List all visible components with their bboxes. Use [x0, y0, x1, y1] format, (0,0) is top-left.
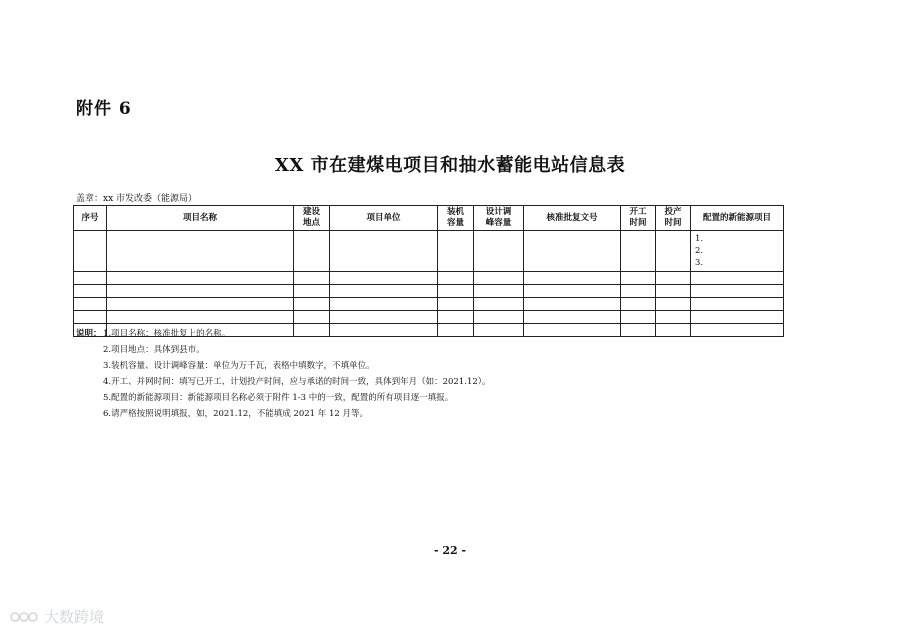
table-cell[interactable]	[524, 231, 621, 272]
table-cell[interactable]	[438, 298, 474, 311]
table-row	[74, 272, 784, 285]
table-cell[interactable]	[438, 285, 474, 298]
table-row	[74, 311, 784, 324]
header-cell: 建设 地点	[294, 206, 330, 231]
watermark-logo-icon	[10, 608, 42, 626]
table-cell[interactable]	[74, 285, 107, 298]
header-cell: 核准批复文号	[524, 206, 621, 231]
note-item: 1.项目名称：核准批复上的名称。	[103, 329, 231, 339]
table-cell[interactable]	[621, 311, 656, 324]
attachment-label: 附件 6	[76, 99, 132, 119]
note-item: 4.开工、并网时间：填写已开工、计划投产时间，应与承诺的时间一致，具体到年月（如：2021.12）。	[103, 377, 491, 387]
new-energy-list-cell[interactable]	[691, 231, 784, 272]
notes-label: 说明：	[76, 329, 102, 339]
table-cell[interactable]	[74, 272, 107, 285]
table-row	[74, 298, 784, 311]
table-cell[interactable]	[524, 324, 621, 337]
header-cell: 配置的新能源项目	[691, 206, 784, 231]
notes-section	[76, 326, 491, 422]
table-cell[interactable]	[691, 324, 784, 337]
table-cell[interactable]	[656, 324, 691, 337]
table-row	[74, 285, 784, 298]
table-cell[interactable]	[294, 231, 330, 272]
table-cell[interactable]	[621, 272, 656, 285]
table-cell[interactable]	[656, 311, 691, 324]
note-item: 3.装机容量、设计调峰容量：单位为万千瓦，表格中填数字，不填单位。	[103, 361, 375, 371]
table-cell[interactable]	[524, 298, 621, 311]
list-item: 3.	[695, 258, 704, 268]
table-cell[interactable]	[474, 311, 524, 324]
table-cell[interactable]	[691, 298, 784, 311]
document-title: XX 市在建煤电项目和抽水蓄能电站信息表	[274, 155, 626, 176]
note-item: 6.请严格按照说明填报，如，2021.12，不能填成 2021 年 12 月等。	[103, 409, 369, 419]
table-cell[interactable]	[438, 272, 474, 285]
header-cell: 项目单位	[330, 206, 438, 231]
table-cell[interactable]	[107, 272, 294, 285]
page-number: - 22 -	[433, 544, 467, 557]
stamp-line: 盖章：xx 市发改委（能源局）	[76, 194, 198, 204]
note-item: 5.配置的新能源项目：新能源项目名称必须于附件 1-3 中的一致，配置的所有项目逐一填报。	[103, 393, 454, 403]
table-cell[interactable]	[107, 285, 294, 298]
table-cell[interactable]	[474, 298, 524, 311]
table-cell[interactable]	[294, 311, 330, 324]
table-cell[interactable]	[107, 311, 294, 324]
watermark	[10, 606, 104, 627]
table-cell[interactable]	[691, 285, 784, 298]
header-cell: 装机 容量	[438, 206, 474, 231]
table-cell[interactable]	[524, 311, 621, 324]
table-cell[interactable]	[74, 231, 107, 272]
table-cell[interactable]	[294, 285, 330, 298]
table-cell[interactable]	[621, 231, 656, 272]
header-cell: 开工 时间	[621, 206, 656, 231]
header-cell: 设计调 峰容量	[474, 206, 524, 231]
table-cell[interactable]	[621, 324, 656, 337]
table-cell[interactable]	[656, 298, 691, 311]
table-cell[interactable]	[524, 285, 621, 298]
table-cell[interactable]	[474, 231, 524, 272]
table-cell[interactable]	[107, 298, 294, 311]
table-cell[interactable]	[330, 311, 438, 324]
watermark-text: 大数跨境	[44, 608, 105, 626]
note-item: 2.项目地点：具体到县市。	[103, 345, 205, 355]
table-header-row	[74, 206, 784, 231]
list-item: 1.	[695, 234, 704, 244]
table-cell[interactable]	[656, 231, 691, 272]
table-cell[interactable]	[74, 311, 107, 324]
table-cell[interactable]	[656, 285, 691, 298]
header-cell: 投产 时间	[656, 206, 691, 231]
table-cell[interactable]	[656, 272, 691, 285]
table-cell[interactable]	[294, 272, 330, 285]
table-cell[interactable]	[330, 298, 438, 311]
table-cell[interactable]	[438, 231, 474, 272]
table-cell[interactable]	[107, 231, 294, 272]
table-cell[interactable]	[621, 298, 656, 311]
table-cell[interactable]	[330, 231, 438, 272]
table-cell[interactable]	[330, 272, 438, 285]
table-cell[interactable]	[691, 311, 784, 324]
table-cell[interactable]	[330, 285, 438, 298]
table-cell[interactable]	[621, 285, 656, 298]
table-cell[interactable]	[438, 311, 474, 324]
list-item: 2.	[695, 246, 704, 256]
header-cell: 项目名称	[107, 206, 294, 231]
table-cell[interactable]	[524, 272, 621, 285]
table-cell[interactable]	[74, 298, 107, 311]
table-row	[74, 231, 784, 272]
table-cell[interactable]	[474, 285, 524, 298]
info-table	[73, 205, 784, 337]
table-cell[interactable]	[474, 272, 524, 285]
table-cell[interactable]	[294, 298, 330, 311]
table-cell[interactable]	[691, 272, 784, 285]
header-cell: 序号	[74, 206, 107, 231]
